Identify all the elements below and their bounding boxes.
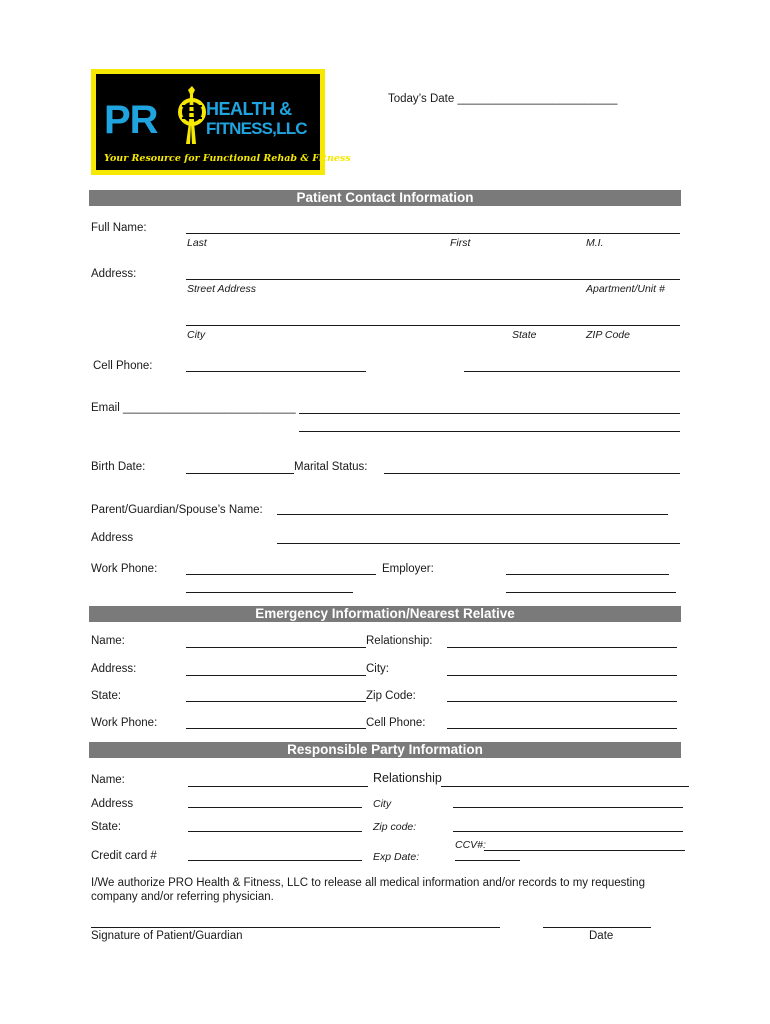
logo-health-text: HEALTH & bbox=[206, 99, 292, 119]
birth-date-label: Birth Date: bbox=[91, 461, 146, 473]
emergency-city-label: City: bbox=[366, 663, 389, 675]
emergency-state-label: State: bbox=[91, 690, 122, 702]
cell-phone-label: Cell Phone: bbox=[93, 360, 153, 372]
emergency-zip-label: Zip Code: bbox=[366, 690, 416, 702]
apt-caption: Apartment/Unit # bbox=[586, 283, 665, 295]
mi-caption: M.I. bbox=[586, 237, 604, 249]
cell-phone-field-2[interactable] bbox=[464, 371, 680, 372]
ccv-field-2[interactable] bbox=[455, 860, 520, 861]
last-name-caption: Last bbox=[187, 237, 207, 249]
date-label: Date bbox=[589, 930, 614, 942]
marital-status-label: Marital Status: bbox=[294, 461, 368, 473]
city-caption: City bbox=[187, 329, 206, 341]
emergency-cell-phone-label: Cell Phone: bbox=[366, 717, 426, 729]
emergency-name-field[interactable] bbox=[186, 647, 366, 648]
section-header-emergency bbox=[89, 606, 681, 622]
marital-status-field[interactable] bbox=[384, 473, 680, 474]
signature-date-field[interactable] bbox=[543, 927, 651, 928]
responsible-state-field[interactable] bbox=[188, 831, 362, 832]
emergency-relationship-label: Relationship: bbox=[366, 635, 433, 647]
todays-date-field[interactable]: Today’s Date _________________________ bbox=[388, 93, 618, 105]
parent-name-label: Parent/Guardian/Spouse’s Name: bbox=[91, 504, 263, 516]
logo-pro-text: PR bbox=[104, 98, 158, 142]
emergency-address-label: Address: bbox=[91, 663, 137, 675]
city-state-zip-field[interactable] bbox=[186, 325, 680, 326]
signature-field[interactable] bbox=[91, 927, 500, 928]
parent-address-field[interactable] bbox=[277, 543, 680, 544]
emergency-name-label: Name: bbox=[91, 635, 125, 647]
ccv-field[interactable] bbox=[484, 850, 685, 851]
street-caption: Street Address bbox=[187, 283, 257, 295]
street-address-field[interactable] bbox=[186, 279, 680, 280]
logo-tagline: Your Resource for Functional Rehab & Fitness bbox=[104, 153, 351, 164]
responsible-name-field[interactable] bbox=[188, 786, 368, 787]
emergency-cell-phone-field[interactable] bbox=[447, 728, 677, 729]
emergency-work-phone-field[interactable] bbox=[186, 728, 366, 729]
section-title: Patient Contact Information bbox=[296, 190, 474, 205]
section-header-contact bbox=[89, 190, 681, 206]
credit-card-field[interactable] bbox=[188, 860, 362, 861]
authorization-line-2: company and/or referring physician. bbox=[91, 891, 274, 903]
emergency-work-phone-label: Work Phone: bbox=[91, 717, 158, 729]
ccv-label: CCV#: bbox=[455, 839, 486, 851]
responsible-name-label: Name: bbox=[91, 774, 125, 786]
address-label: Address: bbox=[91, 268, 137, 280]
responsible-zip-label: Zip code: bbox=[373, 821, 417, 833]
logo-background bbox=[96, 74, 351, 170]
first-name-caption: First bbox=[450, 237, 471, 249]
full-name-label: Full Name: bbox=[91, 222, 147, 234]
section-title: Emergency Information/Nearest Relative bbox=[255, 606, 515, 621]
authorization-line-1: I/We authorize PRO Health & Fitness, LLC to release all medical information and/or records to my requesting bbox=[91, 877, 645, 889]
responsible-relationship-label: Relationship bbox=[373, 771, 442, 785]
cell-phone-field[interactable] bbox=[186, 371, 366, 372]
company-logo bbox=[91, 69, 351, 175]
responsible-zip-field[interactable] bbox=[453, 831, 683, 832]
email-label: Email ___________________________ bbox=[91, 402, 296, 414]
credit-card-label: Credit card # bbox=[91, 850, 157, 862]
logo-fitness-text: FITNESS,LLC bbox=[206, 119, 307, 138]
state-caption: State bbox=[512, 329, 537, 341]
work-phone-field[interactable] bbox=[186, 574, 376, 575]
parent-address-label: Address bbox=[91, 532, 134, 544]
email-field[interactable] bbox=[299, 413, 680, 414]
work-phone-field-2[interactable] bbox=[186, 592, 353, 593]
signature-label: Signature of Patient/Guardian bbox=[91, 930, 243, 942]
section-header-responsible bbox=[89, 742, 681, 758]
emergency-state-field[interactable] bbox=[186, 701, 366, 702]
full-name-field[interactable] bbox=[186, 233, 680, 234]
responsible-address-label: Address bbox=[91, 798, 134, 810]
responsible-city-label: City bbox=[373, 798, 392, 810]
section-title: Responsible Party Information bbox=[287, 742, 483, 757]
work-phone-label: Work Phone: bbox=[91, 563, 158, 575]
responsible-city-field[interactable] bbox=[453, 807, 683, 808]
figure-icon bbox=[178, 82, 206, 152]
email-field-2[interactable] bbox=[299, 431, 680, 432]
exp-date-label: Exp Date: bbox=[373, 851, 420, 863]
emergency-zip-field[interactable] bbox=[447, 701, 677, 702]
employer-label: Employer: bbox=[382, 563, 434, 575]
birth-date-field[interactable] bbox=[186, 473, 294, 474]
employer-field[interactable] bbox=[506, 574, 669, 575]
emergency-address-field[interactable] bbox=[186, 675, 366, 676]
emergency-relationship-field[interactable] bbox=[447, 647, 677, 648]
responsible-address-field[interactable] bbox=[188, 807, 362, 808]
employer-field-2[interactable] bbox=[506, 592, 676, 593]
parent-name-field[interactable] bbox=[277, 514, 668, 515]
zip-caption: ZIP Code bbox=[586, 329, 630, 341]
responsible-state-label: State: bbox=[91, 821, 122, 833]
emergency-city-field[interactable] bbox=[447, 675, 677, 676]
responsible-relationship-field[interactable] bbox=[441, 786, 689, 787]
